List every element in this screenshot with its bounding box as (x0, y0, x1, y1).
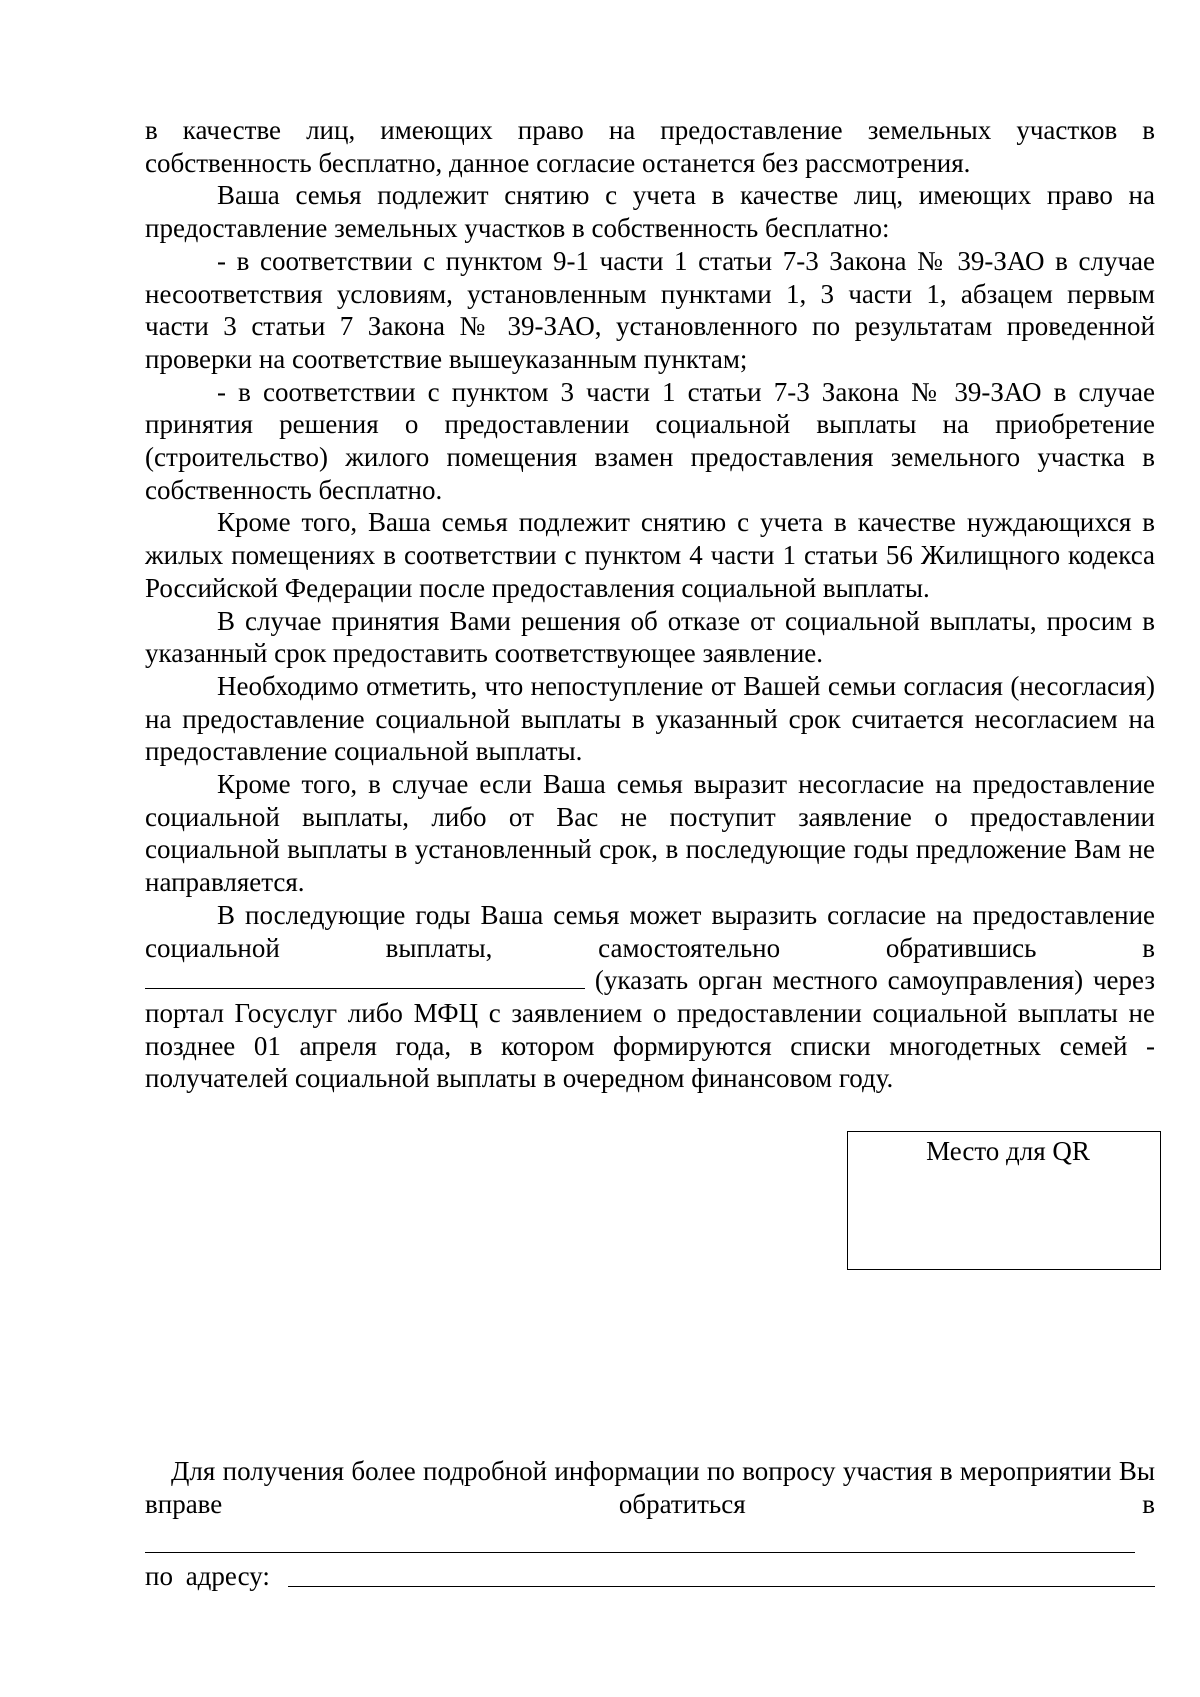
contact-blank-line (145, 1520, 1135, 1553)
address-label: по адресу: (145, 1561, 270, 1592)
address-row (145, 1560, 1155, 1593)
paragraph-following-years-start: В последующие годы Ваша семья может выразить согласие на предоставление социальной выплаты, самостоятельно обратившись в (145, 899, 1155, 963)
authority-blank-line (145, 966, 585, 989)
qr-placeholder-box (847, 1131, 1161, 1270)
paragraph-no-response: Необходимо отметить, что непоступление от Вашей семьи согласия (несогласия) на предоставление социальной выплаты в указанный срок считается несогласием на предоставление социальной выплаты. (145, 670, 1155, 767)
paragraph-housing-code: Кроме того, Ваша семья подлежит снятию с учета в качестве нуждающихся в жилых помещениях в соответствии с пунктом 4 части 1 статьи 56 Жилищного кодекса Российской Федерации после предоставления социальной выплаты. (145, 507, 1155, 603)
paragraph-following-years (145, 899, 1155, 1095)
contact-footer (145, 1455, 1155, 1593)
qr-placeholder-label: Место для QR (926, 1136, 1090, 1166)
contact-info-text (145, 1455, 1155, 1520)
paragraph-following-years-end: (указать орган местного самоуправления) через портал Госуслуг либо МФЦ с заявлением о предоставлении социальной выплаты не позднее 01 апреля года, в котором формируются списки многодетных семей - получателей социальной выплаты в очередном финансовом году. (145, 965, 1155, 1094)
paragraph-clause-9-1: - в соответствии с пунктом 9-1 части 1 статьи 7-3 Закона № 39-ЗАО в случае несоответствия условиям, установленным пунктами 1, 3 части 1, абзацем первым части 3 статьи 7 Закона № 39-ЗАО, установленного по результатам проведенной проверки на соответствие вышеуказанным пунктам; (145, 245, 1155, 374)
contact-info-line: Для получения более подробной информации по вопросу участия в мероприятии Вы вправе обратиться в (145, 1456, 1155, 1519)
paragraph-refusal: В случае принятия Вами решения об отказе от социальной выплаты, просим в указанный срок предоставить соответствующее заявление. (145, 605, 1155, 669)
address-blank-line (288, 1564, 1155, 1587)
paragraph-disagreement: Кроме того, в случае если Ваша семья выразит несогласие на предоставление социальной выплаты, либо от Вас не поступит заявление о предоставлении социальной выплаты в установленный срок, в последующие годы предложение Вам не направляется. (145, 769, 1155, 898)
paragraph-deregistration: Ваша семья подлежит снятию с учета в качестве лиц, имеющих право на предоставление земельных участков в собственность бесплатно: (145, 180, 1155, 244)
letter-body (145, 114, 1155, 1095)
paragraph-clause-3: - в соответствии с пунктом 3 части 1 статьи 7-3 Закона № 39-ЗАО в случае принятия решения о предоставлении социальной выплаты на приобретение (строительство) жилого помещения взамен предоставления земельного участка в собственность бесплатно. (145, 376, 1155, 505)
paragraph-continuation: в качестве лиц, имеющих право на предоставление земельных участков в собственность бесплатно, данное согласие останется без рассмотрения. (145, 115, 1155, 178)
